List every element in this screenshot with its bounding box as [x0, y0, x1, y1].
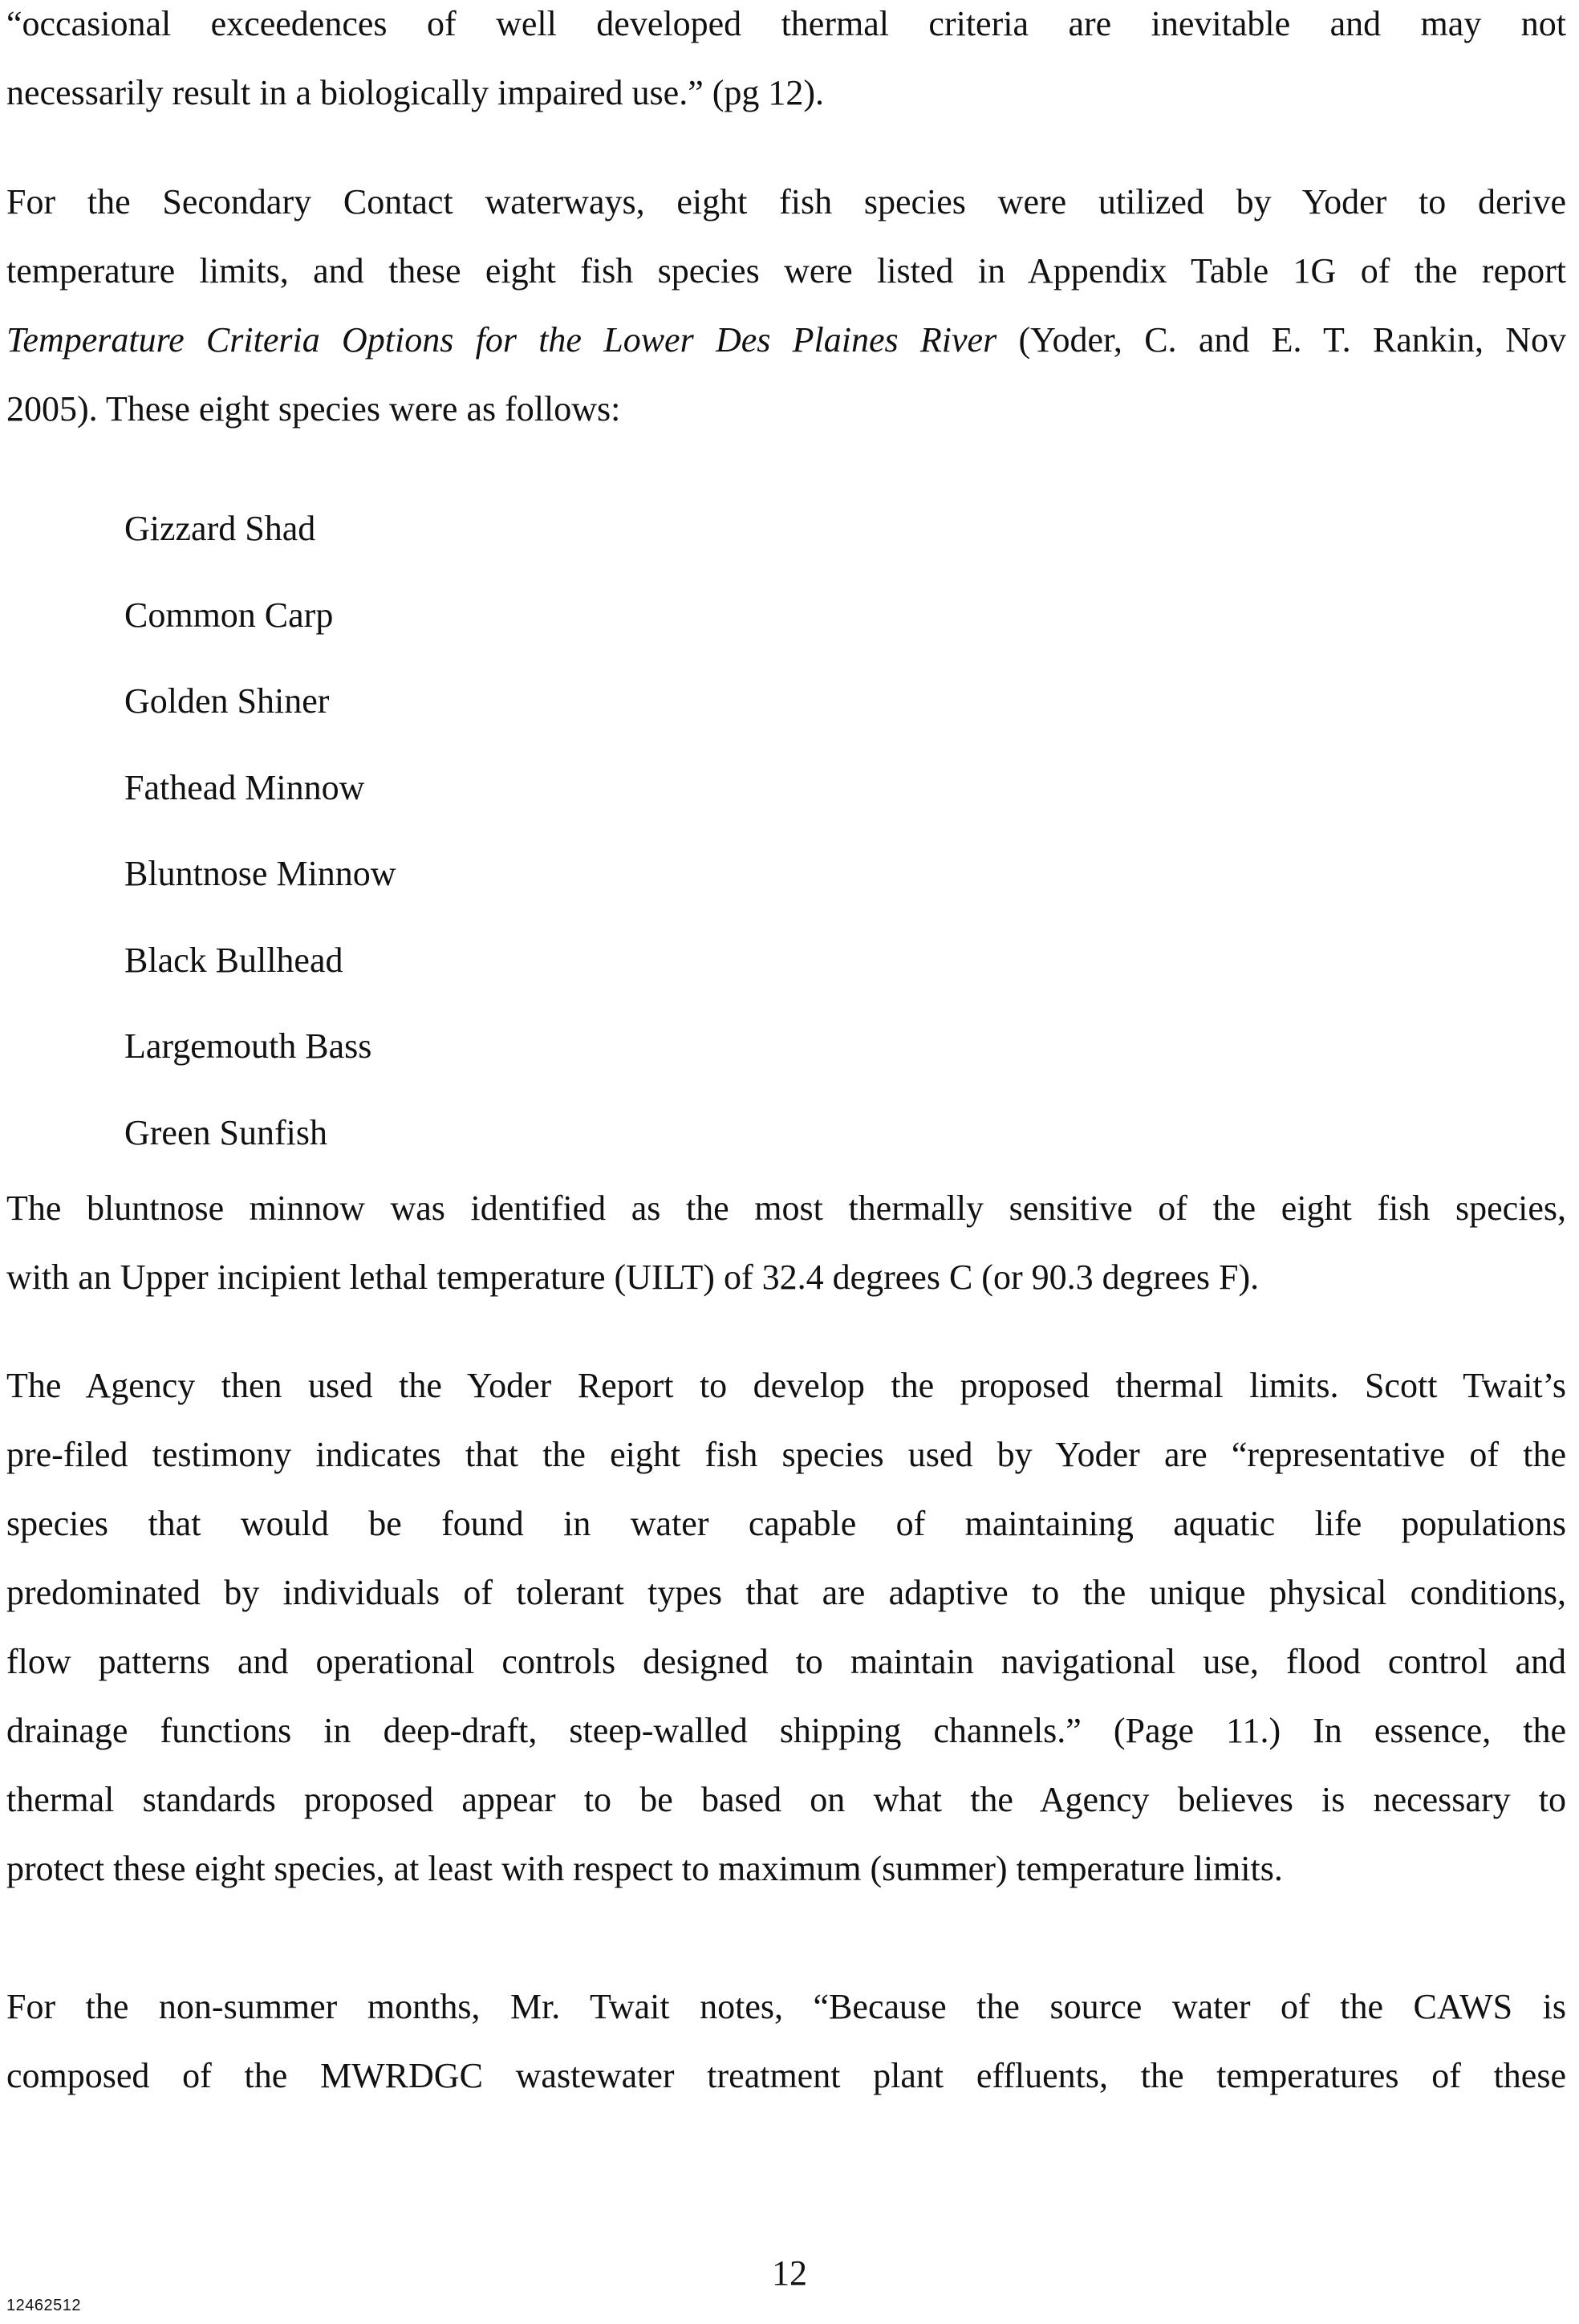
- page-number: 12: [772, 2253, 807, 2293]
- paragraph-line: predominated by individuals of tolerant types that are adaptive to the unique physical conditions,: [6, 1573, 1566, 1612]
- paragraph-line: thermal standards proposed appear to be based on what the Agency believes is necessary to: [6, 1780, 1566, 1819]
- paragraph-line: with an Upper incipient lethal temperature (UILT) of 32.4 degrees C (or 90.3 degrees F).: [6, 1257, 1260, 1297]
- paragraph-agency-thermal-limits: [6, 1351, 1566, 1903]
- list-item: Fathead Minnow: [124, 767, 365, 807]
- list-item: Black Bullhead: [124, 940, 343, 980]
- paragraph-line: The bluntnose minnow was identified as the most thermally sensitive of the eight fish species,: [6, 1188, 1566, 1228]
- paragraph-line: “occasional exceedences of well developed thermal criteria are inevitable and may not: [6, 4, 1566, 43]
- fish-species-list: [124, 486, 396, 1176]
- paragraph-line: protect these eight species, at least with respect to maximum (summer) temperature limits.: [6, 1849, 1283, 1888]
- list-item: Golden Shiner: [124, 681, 330, 721]
- list-item: Largemouth Bass: [124, 1026, 372, 1066]
- report-title: Temperature Criteria Options for the Lower Des Plaines River: [6, 320, 997, 360]
- paragraph-line: pre-filed testimony indicates that the eight fish species used by Yoder are “representative of the: [6, 1435, 1566, 1474]
- paragraph-line: drainage functions in deep-draft, steep-walled shipping channels.” (Page 11.) In essence, the: [6, 1711, 1566, 1750]
- document-id: 12462512: [6, 2297, 81, 2314]
- paragraph-bluntnose-minnow: [6, 1174, 1566, 1312]
- paragraph-line: composed of the MWRDGC wastewater treatment plant effluents, the temperatures of these: [6, 2056, 1566, 2095]
- paragraph-quote-continuation: [6, 0, 1566, 128]
- paragraph-secondary-contact: [6, 168, 1566, 444]
- report-citation: (Yoder, C. and E. T. Rankin, Nov: [997, 320, 1567, 360]
- paragraph-line: For the non-summer months, Mr. Twait notes, “Because the source water of the CAWS is: [6, 1987, 1566, 2026]
- paragraph-line: [6, 306, 1566, 375]
- paragraph-line: The Agency then used the Yoder Report to develop the proposed thermal limits. Scott Twait’s: [6, 1366, 1566, 1405]
- paragraph-line: For the Secondary Contact waterways, eight fish species were utilized by Yoder to derive: [6, 182, 1566, 221]
- list-item: Green Sunfish: [124, 1112, 327, 1152]
- paragraph-line: flow patterns and operational controls designed to maintain navigational use, flood control and: [6, 1642, 1566, 1681]
- list-item: Common Carp: [124, 595, 334, 635]
- paragraph-non-summer-months: [6, 1973, 1566, 2111]
- paragraph-line: temperature limits, and these eight fish species were listed in Appendix Table 1G of the report: [6, 251, 1566, 290]
- paragraph-line: species that would be found in water capable of maintaining aquatic life populations: [6, 1504, 1566, 1543]
- list-item: Gizzard Shad: [124, 509, 316, 548]
- paragraph-line: 2005). These eight species were as follows:: [6, 389, 621, 429]
- list-item: Bluntnose Minnow: [124, 854, 396, 893]
- paragraph-line: necessarily result in a biologically impaired use.” (pg 12).: [6, 73, 825, 112]
